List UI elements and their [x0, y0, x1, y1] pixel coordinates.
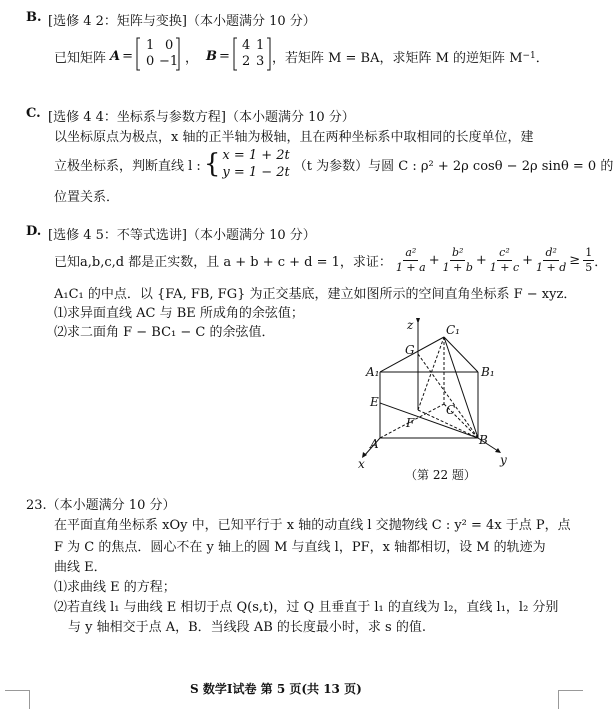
hidden-segment-fc1 — [418, 337, 444, 410]
rhs-den: 5 — [585, 260, 593, 274]
label-g: G — [405, 343, 415, 357]
label-a1: A₁ — [366, 365, 380, 379]
matrix-a-11: 1 — [146, 38, 155, 53]
param-system — [222, 147, 289, 181]
brace: { — [203, 149, 221, 179]
rhs-fraction — [583, 246, 594, 275]
label-y: y — [500, 453, 507, 467]
crop-mark-right — [558, 690, 583, 709]
q23-line3: 曲线 E． — [54, 560, 107, 575]
fraction-denominator: 1 + b — [442, 260, 473, 274]
matrix-b-12: 1 — [255, 38, 265, 53]
label-a: A — [370, 437, 379, 451]
fraction-denominator: 1 + d — [536, 260, 567, 274]
crop-mark-left — [5, 690, 30, 709]
q23-part1: ⑴求曲线 E 的方程； — [54, 580, 176, 595]
q23-heading: 23.（本小题满分 10 分） — [26, 498, 176, 513]
section-b-heading: [选修 4 2：矩阵与变换]（本小题满分 10 分） — [48, 14, 316, 29]
section-c-heading: [选修 4 4：坐标系与参数方程]（本小题满分 10 分） — [48, 110, 355, 125]
label-c: C — [446, 403, 456, 417]
matrix-b-21: 2 — [241, 54, 251, 69]
label-b: B — [479, 433, 488, 447]
hidden-segment-gb — [418, 354, 478, 438]
plus-sign: + — [475, 252, 487, 268]
section-d-label: D. — [26, 224, 42, 239]
matrix-a-22: −1 — [159, 54, 179, 69]
geq-sign: ≥ — [569, 252, 581, 268]
section-c-label: C. — [26, 106, 41, 121]
inequality-lhs — [396, 246, 566, 275]
section-d-q1: ⑴求异面直线 AC 与 BE 所成角的余弦值； — [54, 306, 304, 321]
text: 立极坐标系，判断直线 l : — [54, 158, 201, 174]
fraction-denominator: 1 + a — [395, 260, 426, 274]
label-x: x — [358, 457, 365, 471]
fraction-numerator: a² — [405, 245, 417, 259]
page-footer: S 数学Ⅰ试卷 第 5 页(共 13 页) — [190, 682, 362, 696]
label-c1: C₁ — [446, 323, 460, 337]
section-d-line1: 已知a,b,c,d 都是正实数，且 a + b + c + d = 1，求证： $\frac{\text{a²}}{1 + a}$ + $\frac{\text{b²}}{1 + b}$ + $\frac{\text{c²}}{1 + c}$ + $\frac{\text{d²}}{1 + d}$ ≥ $\frac{1}{5}$ ． — [54, 245, 608, 274]
eq-x: x = 1 + 2t — [222, 148, 290, 163]
label-e: E — [370, 395, 379, 409]
label-z: z — [407, 318, 414, 332]
matrix-b — [232, 37, 272, 75]
segment-be — [380, 403, 478, 438]
text: ，若矩阵 M = BA，求矩阵 M 的逆矩阵 M — [271, 50, 523, 66]
plus-sign: + — [428, 252, 440, 268]
section-d-line2: A₁C₁ 的中点．以 {FA, FB, FG} 为正交基底，建立如图所示的空间直角坐标系 F − xyz． — [54, 287, 577, 302]
text: 已知矩阵 — [54, 50, 107, 66]
matrix-b-name: B — [206, 48, 218, 64]
z-arrow — [416, 318, 420, 324]
q23-line2: F 为 C 的焦点．圆心不在 y 轴上的圆 M 与直线 l，PF，x 轴都相切，设 M 的轨迹为 — [54, 540, 546, 555]
plus-sign: + — [522, 252, 534, 268]
text: ． — [535, 50, 549, 66]
text: 已知a,b,c,d 都是正实数，且 a + b + c + d = 1，求证： — [54, 254, 392, 270]
matrix-b-22: 3 — [255, 54, 265, 69]
section-b-line1: 已知矩阵 A = 1 0 0 −1 ， B = 4 1 2 3 ，若矩阵 M = BA，求矩阵 M 的逆矩阵 M −1 ． — [54, 40, 549, 72]
fraction — [536, 246, 566, 275]
q23-part2-a: ⑵若直线 l₁ 与曲线 E 相切于点 Q(s,t)，过 Q 且垂直于 l₁ 的直线为 l₂，直线 l₁，l₂ 分别 — [54, 600, 559, 615]
section-c-line1: 以坐标原点为极点，x 轴的正半轴为极轴，且在两种坐标系中取相同的长度单位，建 — [54, 130, 534, 145]
fraction — [490, 246, 519, 275]
q23-part2-b: 与 y 轴相交于点 A，B．当线段 AB 的长度最小时，求 s 的值. — [68, 620, 426, 635]
edge-c1b1 — [444, 337, 478, 372]
q23-line1: 在平面直角坐标系 xOy 中，已知平行于 x 轴的动直线 l 交抛物线 C : y² = 4x 于点 P，点 — [54, 518, 571, 533]
section-c-line2 — [54, 146, 613, 182]
matrix-a — [135, 37, 181, 75]
fraction — [396, 246, 426, 275]
fraction-numerator: b² — [452, 245, 464, 259]
fraction-numerator: c² — [499, 245, 510, 259]
section-d-heading: [选修 4 5：不等式选讲]（本小题满分 10 分） — [48, 228, 316, 243]
fraction — [443, 246, 473, 275]
matrix-a-21: 0 — [146, 54, 155, 69]
section-c-line3: 位置关系． — [54, 190, 120, 205]
eq-y: y = 1 − 2t — [222, 165, 290, 180]
rhs-num: 1 — [585, 245, 593, 259]
matrix-a-name: A — [110, 48, 121, 64]
inverse-exponent: −1 — [522, 51, 536, 61]
prism-figure — [350, 318, 525, 471]
fraction-numerator: d² — [545, 245, 557, 259]
segment-c1b — [444, 337, 478, 438]
text: （t 为参数）与圆 C : ρ² + 2ρ cosθ − 2ρ sinθ = 0 的 — [293, 158, 613, 174]
matrix-b-11: 4 — [241, 38, 251, 53]
label-f: F — [406, 416, 415, 430]
fraction-denominator: 1 + c — [489, 260, 520, 274]
matrix-a-12: 0 — [165, 38, 174, 53]
label-b1: B₁ — [481, 365, 495, 379]
figure-caption: （第 22 题） — [405, 468, 476, 482]
section-d-q2: ⑵求二面角 F − BC₁ − C 的余弦值． — [54, 325, 275, 340]
section-b-label: B. — [26, 10, 42, 25]
